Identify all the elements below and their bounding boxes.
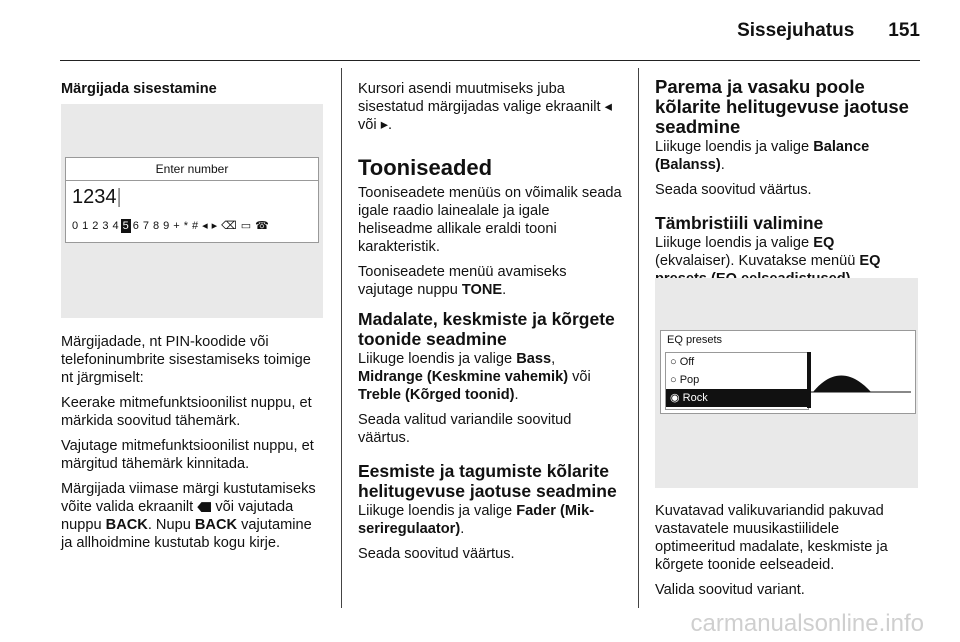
eq-preset-list xyxy=(665,352,809,410)
digit-key[interactable]: # xyxy=(191,220,199,232)
watermark: carmanualsonline.info xyxy=(690,610,924,637)
paragraph: Seada valitud variandile soovitud väärtus. xyxy=(358,412,572,446)
column-divider-1 xyxy=(341,68,342,608)
digit-key[interactable]: 2 xyxy=(92,220,99,232)
eq-curve-graphic xyxy=(811,352,911,408)
column-divider-2 xyxy=(638,68,639,608)
digit-key[interactable]: 1 xyxy=(82,220,89,232)
heading-fader: Eesmiste ja tagumiste kõlarite helitugevuse jaotuse seadmine xyxy=(358,461,617,501)
paragraph: Kursori asendi muutmiseks juba sisestatud märgijadas valige ekraanilt ◂ või ▸. xyxy=(358,81,612,133)
column-2 xyxy=(358,66,622,570)
heading-bass-mid-treble: Madalate, keskmiste ja kõrgete toonide seadmine xyxy=(358,309,615,349)
paragraph: Valida soovitud variant. xyxy=(655,582,805,598)
enter-number-title: Enter number xyxy=(66,158,318,181)
paragraph: Tooniseadete menüüs on võimalik seada igale raadio lainealale ja igale heliseadme allikale eraldi tooni karakteristik. xyxy=(358,185,622,255)
heading-tone-settings: Tooniseaded xyxy=(358,155,493,180)
paragraph: Tooniseadete menüü avamiseks vajutage nuppu TONE. xyxy=(358,264,567,298)
digit-selector-row xyxy=(70,218,271,233)
column-3-body xyxy=(655,502,923,606)
digit-key[interactable]: * xyxy=(183,220,188,232)
page-number: 151 xyxy=(888,20,920,41)
heading-balance: Parema ja vasaku poole kõlarite helitugevuse jaotuse seadmine xyxy=(655,76,909,137)
header-title: Sissejuhatus xyxy=(737,20,855,41)
digit-key[interactable]: 6 xyxy=(132,220,139,232)
paragraph: Liikuge loendis ja valige Bass, Midrange (Keskmine vahemik) või Treble (Kõrged toonid). xyxy=(358,351,591,403)
eq-presets-title: EQ presets xyxy=(667,334,723,346)
cursor-left-icon[interactable]: ◂ xyxy=(202,220,208,232)
eq-option-pop[interactable]: ○ Pop xyxy=(670,374,700,386)
paragraph: Märgijadade, nt PIN-koodide või telefoninumbrite sisestamiseks toimige nt järgmiselt: xyxy=(61,334,311,386)
digit-key[interactable]: 4 xyxy=(112,220,119,232)
paragraph: Märgijada viimase märgi kustutamiseks võite valida ekraanilt või vajutada nuppu BACK. Nupu BACK vajutamine ja allhoidmine kustutab kogu kirje. xyxy=(61,481,316,551)
eq-option-rock[interactable]: ◉ Rock xyxy=(666,389,808,407)
digit-key[interactable]: 9 xyxy=(163,220,170,232)
entered-digits: 1234| xyxy=(72,186,122,208)
paragraph: Seada soovitud väärtus. xyxy=(358,546,515,562)
enter-number-screen xyxy=(65,157,319,243)
digit-key[interactable]: 3 xyxy=(102,220,109,232)
paragraph: Seada soovitud väärtus. xyxy=(655,182,812,198)
digit-key[interactable]: 0 xyxy=(72,220,79,232)
paragraph: Keerake mitmefunktsioonilist nuppu, et märkida soovitud tähemärk. xyxy=(61,395,312,429)
column-1-body xyxy=(61,333,327,559)
digit-key[interactable]: 8 xyxy=(153,220,160,232)
heading-eq: Tämbristiili valimine xyxy=(655,213,824,233)
eq-option-off[interactable]: ○ Off xyxy=(670,356,695,368)
paragraph: Kuvatavad valikuvariandid pakuvad vastavatele muusikastiilidele optimeeritud madalate, keskmiste ja kõrgete toonide eelseadeid. xyxy=(655,503,888,573)
paragraph: Liikuge loendis ja valige Balance (Balanss). xyxy=(655,139,870,173)
backspace-icon xyxy=(197,502,211,512)
eq-presets-screen xyxy=(660,330,916,414)
keyboard-icon[interactable]: ▭ xyxy=(240,220,252,232)
page-header xyxy=(737,20,920,42)
paragraph: Liikuge loendis ja valige Fader (Mik-seriregulaator). xyxy=(358,503,595,537)
section-heading-entry: Märgijada sisestamine xyxy=(61,81,217,97)
digit-key[interactable]: 5 xyxy=(122,220,129,232)
digit-key[interactable]: + xyxy=(173,220,180,232)
column-3 xyxy=(655,66,923,295)
header-rule xyxy=(60,60,920,61)
paragraph: Vajutage mitmefunktsioonilist nuppu, et märgitud tähemärk kinnitada. xyxy=(61,438,314,472)
backspace-icon[interactable]: ⌫ xyxy=(221,220,237,232)
paragraph: Liikuge loendis ja valige EQ (ekvalaiser). Kuvatakse menüü EQ xyxy=(655,235,881,269)
cursor-right-icon[interactable]: ▸ xyxy=(211,220,218,232)
digit-key[interactable]: 7 xyxy=(142,220,149,232)
phone-icon[interactable]: ☎ xyxy=(255,220,269,232)
